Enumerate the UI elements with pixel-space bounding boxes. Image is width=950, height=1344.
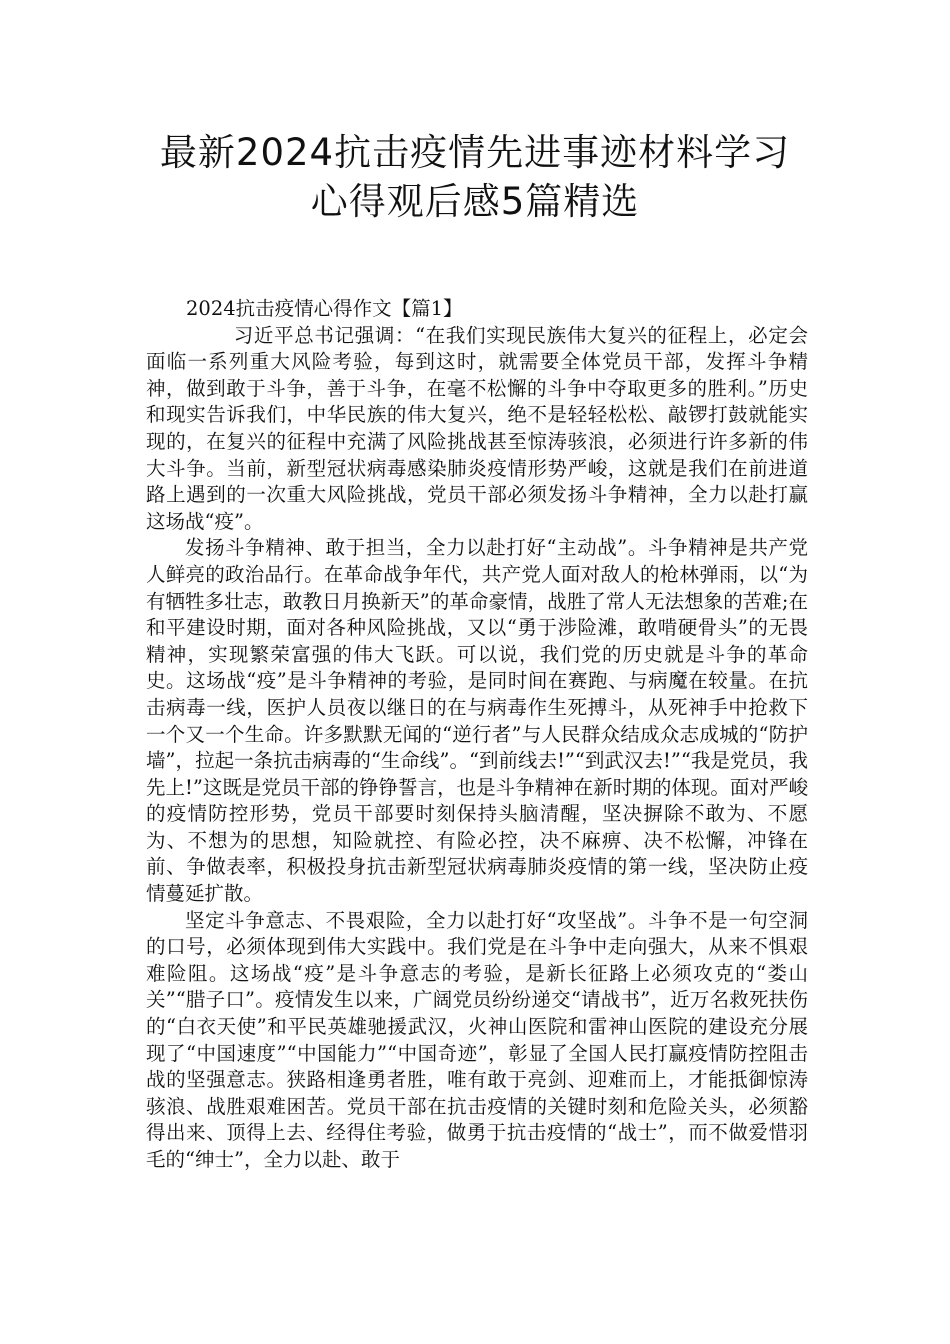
document-title xyxy=(0,128,950,226)
title-line-1: 最新2024抗击疫情先进事迹材料学习 xyxy=(159,131,791,174)
document-body xyxy=(146,296,808,1174)
paragraph-1: 习近平总书记强调：“在我们实现民族伟大复兴的征程上，必定会面临一系列重大风险考验，每到这时，就需要全体党员干部，发挥斗争精神，做到敢于斗争，善于斗争，在毫不松懈的斗争中夺取更多的胜利。”历史和现实告诉我们，中华民族的伟大复兴，绝不是轻轻松松、敲锣打鼓就能实现的，在复兴的征程中充满了风险挑战甚至惊涛骇浪，必须进行许多新的伟大斗争。当前，新型冠状病毒感染肺炎疫情形势严峻，这就是我们在前进道路上遇到的一次重大风险挑战，党员干部必须发扬斗争精神，全力以赴打赢这场战“疫”。 xyxy=(146,323,808,533)
section-heading: 2024抗击疫情心得作文【篇1】 xyxy=(186,297,463,320)
title-line-2: 心得观后感5篇精选 xyxy=(310,180,640,223)
paragraph-3: 坚定斗争意志、不畏艰险，全力以赴打好“攻坚战”。斗争不是一句空洞的口号，必须体现到伟大实践中。我们党是在斗争中走向强大，从来不惧艰难险阻。这场战“疫”是斗争意志的考验，是新长征路上必须攻克的“娄山关”“腊子口”。疫情发生以来，广阔党员纷纷递交“请战书”，近万名救死扶伤的“白衣天使”和平民英雄驰援武汉，火神山医院和雷神山医院的建设充分展现了“中国速度”“中国能力”“中国奇迹”，彰显了全国人民打赢疫情防控阻击战的坚强意志。狭路相逢勇者胜，唯有敢于亮剑、迎难而上，才能抵御惊涛骇浪、战胜艰难困苦。党员干部在抗击疫情的关键时刻和危险关头，必须豁得出来、顶得上去、经得住考验，做勇于抗击疫情的“战士”，而不做爱惜羽毛的“绅士”，全力以赴、敢于 xyxy=(146,908,808,1171)
paragraph-2: 发扬斗争精神、敢于担当，全力以赴打好“主动战”。斗争精神是共产党人鲜亮的政治品行。在革命战争年代，共产党人面对敌人的枪林弹雨，以“为有牺牲多壮志，敢教日月换新天”的革命豪情，战胜了常人无法想象的苦难;在和平建设时期，面对各种风险挑战，又以“勇于涉险滩，敢啃硬骨头”的无畏精神，实现繁荣富强的伟大飞跃。可以说，我们党的历史就是斗争的革命史。这场战“疫”是斗争精神的考验，是同时间在赛跑、与病魔在较量。在抗击病毒一线，医护人员夜以继日的在与病毒作生死搏斗，从死神手中抢救下一个又一个生命。许多默默无闻的“逆行者”与人民群众结成众志成城的“防护墙”，拉起一条抗击病毒的“生命线”。“到前线去!”“到武汉去!”“我是党员，我先上!”这既是党员干部的铮铮誓言，也是斗争精神在新时期的体现。面对严峻的疫情防控形势，党员干部要时刻保持头脑清醒，坚决摒除不敢为、不愿为、不想为的思想，知险就控、有险必控，决不麻痹、决不松懈，冲锋在前、争做表率，积极投身抗击新型冠状病毒肺炎疫情的第一线，坚决防止疫情蔓延扩散。 xyxy=(146,536,808,906)
